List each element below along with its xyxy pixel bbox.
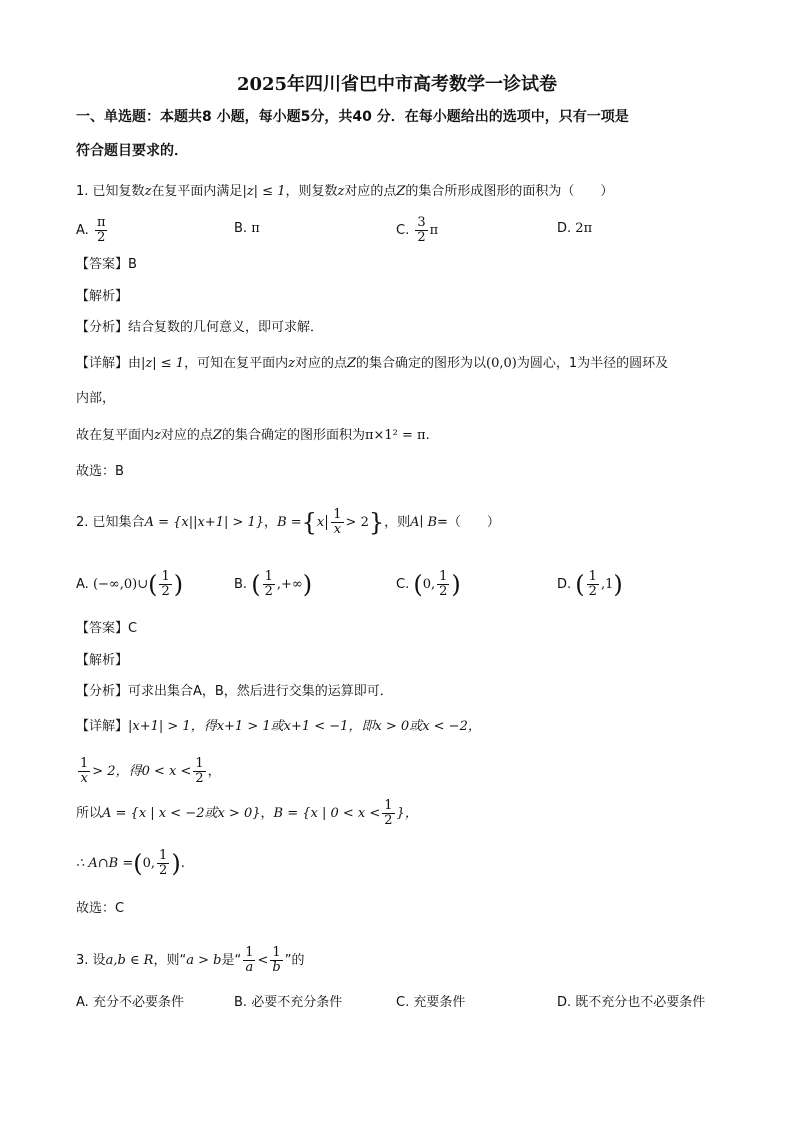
q3-option-b: B. 必要不充分条件 [234, 995, 343, 1010]
q1-choice: 故选：B [76, 464, 124, 479]
question-number: 2. [76, 515, 89, 530]
q1-answer: 【答案】B [76, 257, 137, 272]
q2-option-c: C. (0, $\frac{1}{2}$ ) [396, 569, 461, 599]
question-number: 1. [76, 184, 89, 199]
q2-answer: 【答案】C [76, 621, 138, 636]
q2-choice: 故选：C [76, 901, 125, 916]
q1-detail: 【详解】由|z| ≤ 1，可知在复平面内z对应的点Z的集合确定的图形为以(0,0)为圆心，1为半径的圆环及 [76, 356, 669, 371]
page-title: 2025年四川省巴中市高考数学一诊试卷 [236, 74, 558, 95]
q3-option-a: A. 充分不必要条件 [76, 995, 184, 1010]
section-heading-line2: 符合题目要求的． [76, 143, 188, 159]
q1-jiexi-heading: 【解析】 [76, 289, 129, 304]
q1-option-c: C. $\frac{3}{2}$ π [396, 215, 439, 245]
q2-detail: 【详解】|x+1| > 1，得x+1 > 1或x+1 < −1，即x > 0或x < −2， [76, 719, 481, 734]
q2-option-a: A. (−∞,0)∪( $\frac{1}{2}$ ) [76, 569, 184, 599]
fraction: $\frac{1}{x}$ [333, 507, 342, 537]
q2-option-b: B. ( $\frac{1}{2}$ ,+∞) [234, 569, 313, 599]
q1-area: 故在复平面内z对应的点Z的集合确定的图形面积为π×1² = π. [76, 428, 430, 443]
question-number: 3. [76, 953, 89, 968]
q1-detail-cont: 内部， [76, 391, 116, 406]
q2-therefore: ∴ A∩B =(0, $\frac{1}{2}$ ). [76, 848, 185, 878]
q1-analysis: 【分析】结合复数的几何意义，即可求解． [76, 320, 324, 335]
fraction: $\frac{\pi}{2}$ [96, 215, 106, 245]
question-3-stem: 3. 设a,b ∈ R，则“a > b是“ $\frac{1}{a}$ < $\frac{1}{b}$ ”的 [76, 945, 305, 975]
q2-so: 所以A = {x | x < −2或x > 0}，B = {x | 0 < x < $\frac{1}{2}$ }， [76, 798, 418, 828]
q3-option-d: D. 既不充分也不必要条件 [557, 995, 706, 1010]
q2-step2: $\frac{1}{x}$ > 2，得0 < x < $\frac{1}{2}$ ， [80, 756, 221, 786]
q1-option-b: B. π [234, 221, 260, 236]
section-heading-line1: 一、单选题：本题共8 小题，每小题5分，共40 分．在每小题给出的选项中，只有一项是 [76, 109, 629, 125]
condition-expr: |z| ≤ 1 [242, 184, 286, 199]
q1-option-d: D. 2π [557, 221, 593, 236]
q2-option-d: D. ( $\frac{1}{2}$ ,1) [557, 569, 623, 599]
question-2-stem: 2. 已知集合A = {x||x+1| > 1}，B ={x $\frac{1}{x}$ > 2}，则A∣ B=（ ） [76, 507, 500, 537]
q3-option-c: C. 充要条件 [396, 995, 466, 1010]
question-1-stem: 1. 已知复数z在复平面内满足|z| ≤ 1，则复数z对应的点Z的集合所形成图形的面积为（ ） [76, 184, 614, 199]
fraction: $\frac{3}{2}$ [417, 215, 426, 245]
q2-jiexi-heading: 【解析】 [76, 653, 129, 668]
q2-analysis: 【分析】可求出集合A，B，然后进行交集的运算即可． [76, 684, 393, 699]
q1-option-a: A. $\frac{\pi}{2}$ [76, 215, 106, 245]
set-a-expr: A = {x||x+1| > 1} [144, 515, 265, 530]
